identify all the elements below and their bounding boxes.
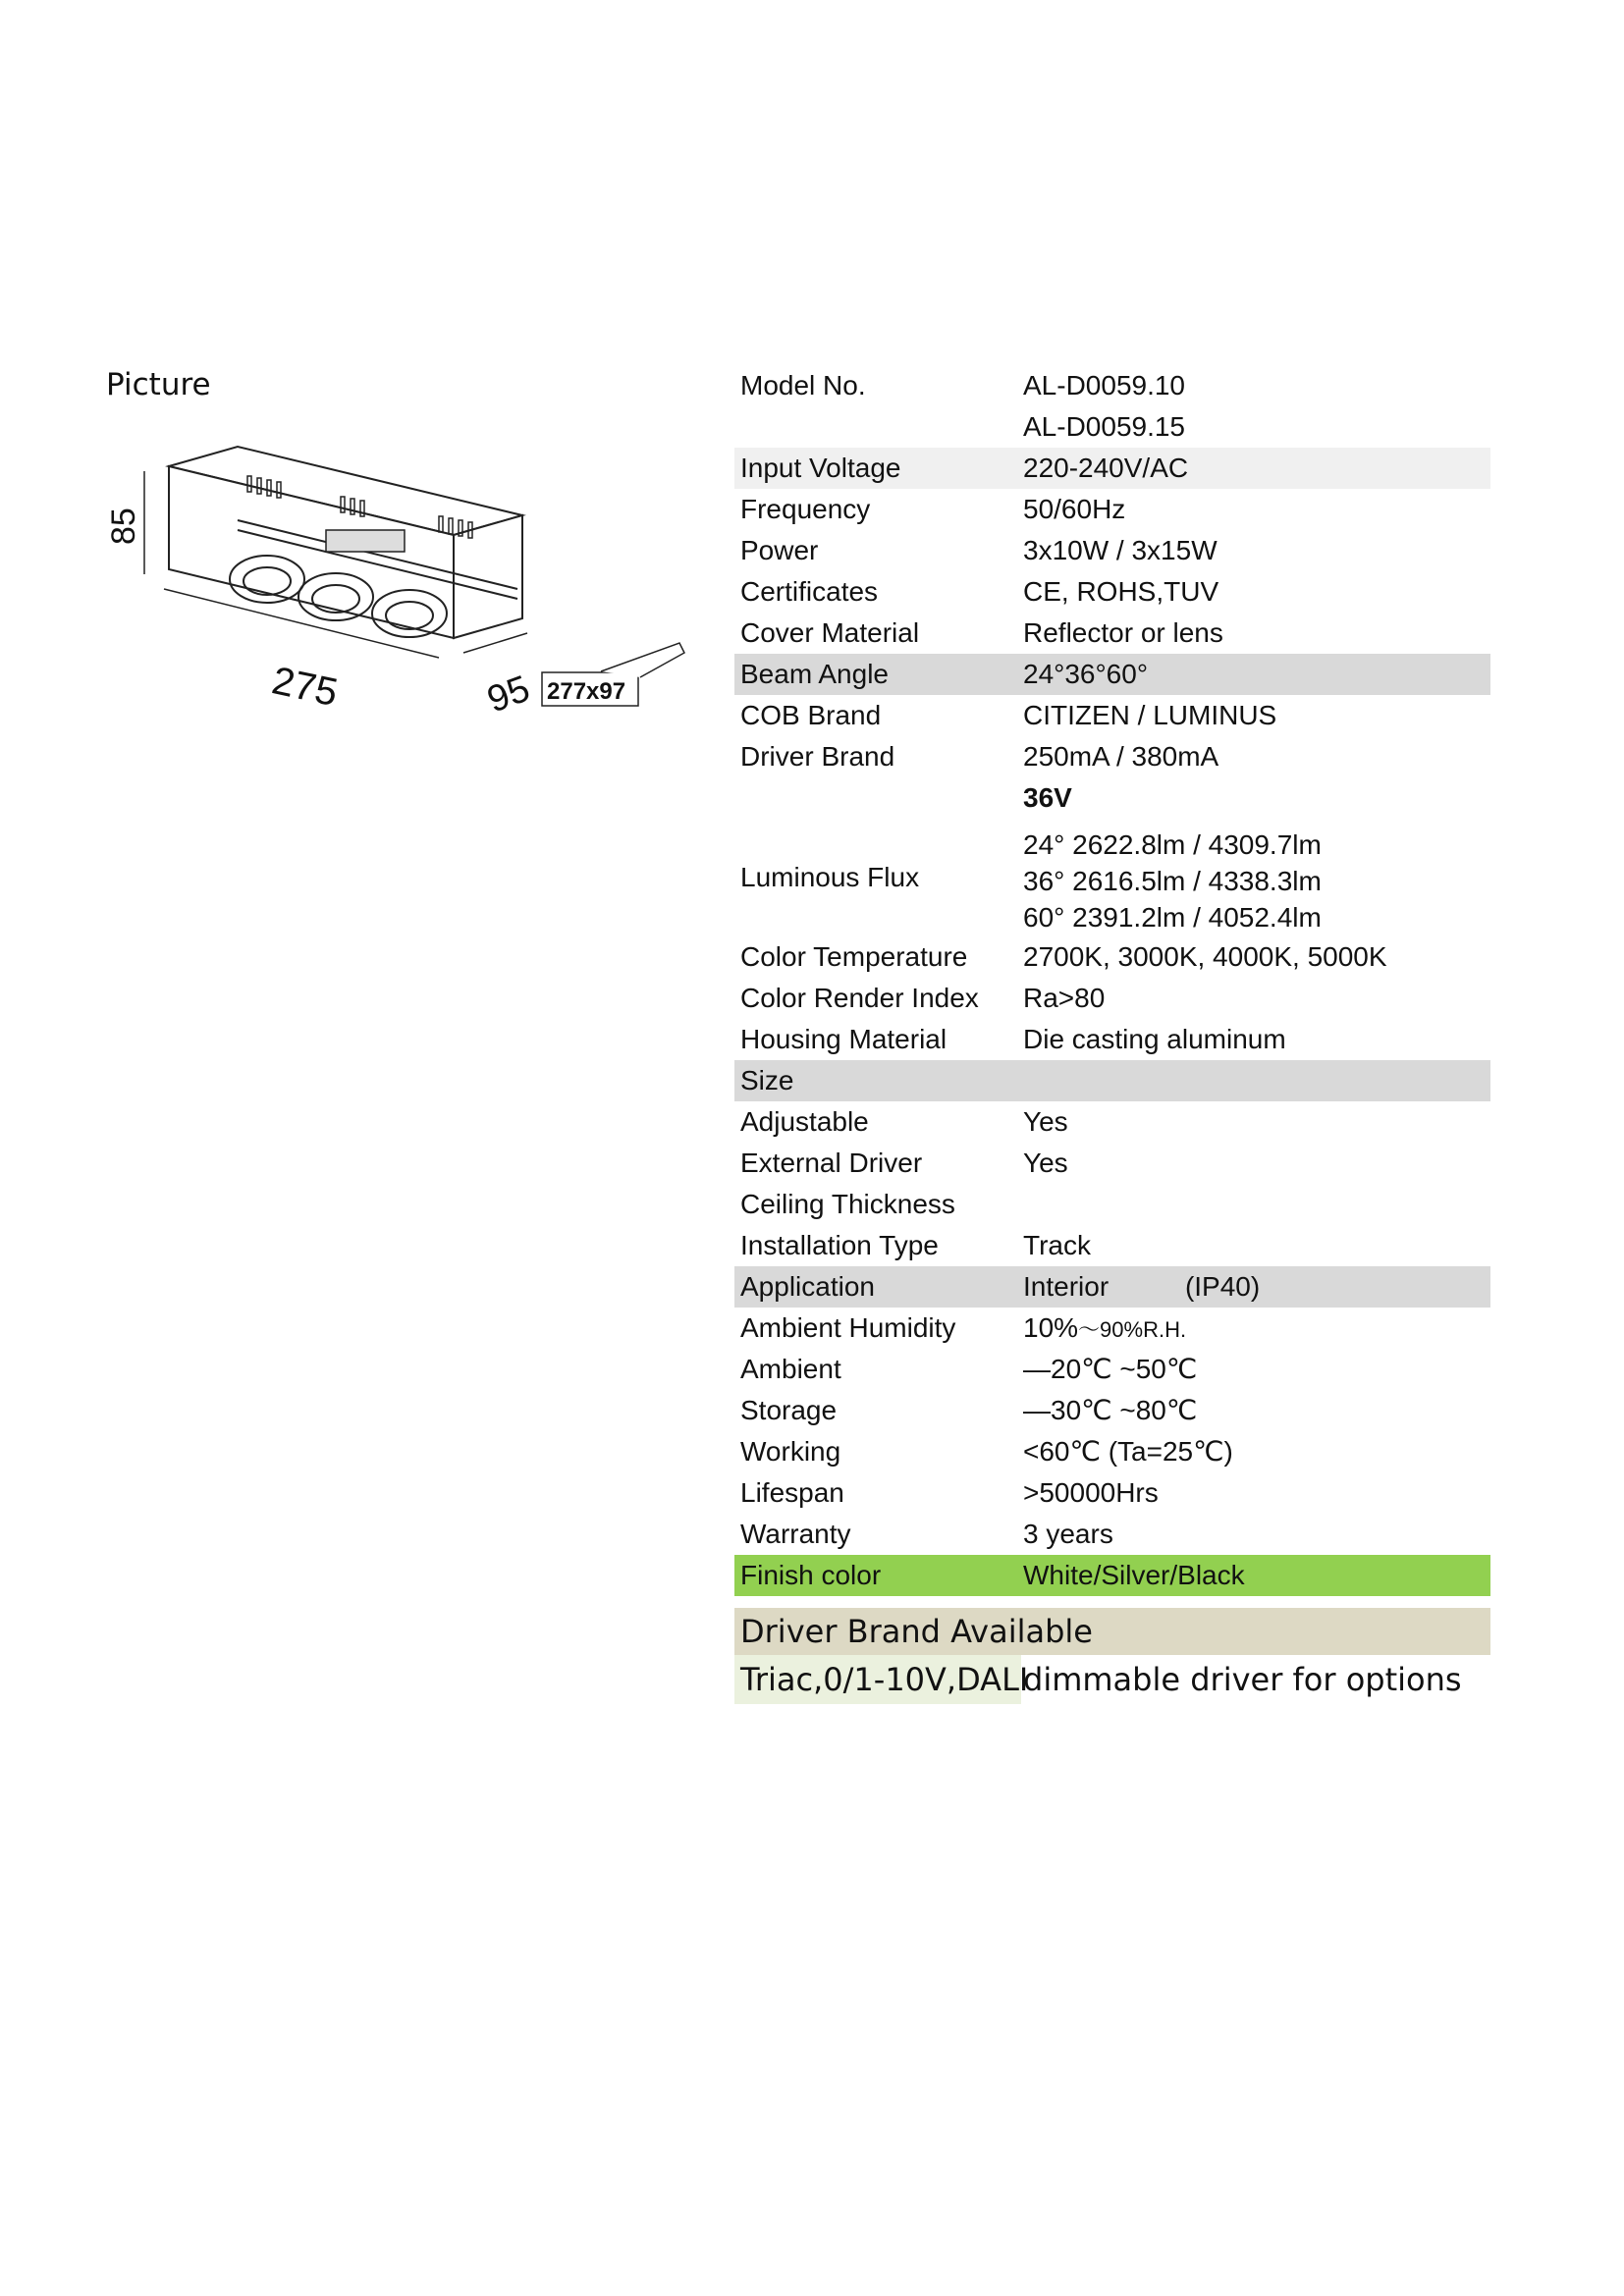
spec-row-cob-brand: COB Brand CITIZEN / LUMINUS	[740, 700, 1277, 730]
spec-row-adjustable: Adjustable Yes	[740, 1106, 1068, 1137]
spec-row-power: Power 3x10W / 3x15W	[740, 535, 1218, 565]
product-line-drawing	[90, 432, 699, 726]
spec-row-storage: Storage —30℃ ~80℃	[740, 1395, 1198, 1425]
depth-dimension-line	[463, 633, 527, 653]
spec-row-luminous-flux: Luminous Flux 24° 2622.8lm / 4309.7lm 36° 2616.5lm / 4338.3lm 60° 2391.2lm / 4052.4lm	[734, 819, 1490, 936]
spec-row-voltage: 36V	[1023, 782, 1072, 813]
spec-row-ambient: Ambient —20℃ ~50℃	[740, 1354, 1198, 1384]
housing-front-face	[169, 466, 454, 638]
spec-row-ceiling-thickness: Ceiling Thickness	[740, 1189, 955, 1219]
spec-row-installation-type: Installation Type Track	[740, 1230, 1091, 1260]
height-label: 85	[105, 507, 142, 545]
spec-row-external-driver: External Driver Yes	[740, 1148, 1068, 1178]
dimming-note: dimmable driver for options	[1023, 1661, 1462, 1698]
spec-row-finish-color: Finish color White/Silver/Black	[734, 1555, 1490, 1596]
spec-row-working: Working <60℃ (Ta=25℃)	[740, 1436, 1233, 1467]
spec-row-driver-brand: Driver Brand 250mA / 380mA	[740, 741, 1219, 772]
spec-row-lifespan: Lifespan >50000Hrs	[740, 1477, 1159, 1508]
spec-row-housing-material: Housing Material Die casting aluminum	[740, 1024, 1286, 1054]
saw-icon	[601, 643, 684, 677]
dimming-options-row	[734, 1655, 1490, 1704]
spec-row-warranty: Warranty 3 years	[740, 1519, 1113, 1549]
cutout-label: 277x97	[547, 678, 626, 705]
spec-table	[734, 365, 1490, 1596]
spec-row-model-2: AL-D0059.15	[1023, 411, 1186, 442]
spec-row-application: Application Interior (IP40)	[734, 1266, 1490, 1308]
flux-values: 24° 2622.8lm / 4309.7lm 36° 2616.5lm / 4338.3lm 60° 2391.2lm / 4052.4lm	[1023, 829, 1322, 933]
driver-available-banner: Driver Brand Available	[734, 1608, 1490, 1655]
spec-row-ambient-humidity: Ambient Humidity 10%～90%R.H.	[740, 1312, 1187, 1343]
length-label: 275	[268, 659, 342, 716]
spec-row-frequency: Frequency 50/60Hz	[740, 494, 1126, 524]
picture-label: Picture	[106, 367, 211, 402]
spec-row-cri: Color Render Index Ra>80	[740, 983, 1106, 1013]
spec-row-beam-angle: Beam Angle 24°36°60°	[734, 654, 1490, 695]
spec-row-size: Size	[734, 1060, 1490, 1101]
spec-row-certificates: Certificates CE, ROHS,TUV	[740, 576, 1219, 607]
spec-row-cover-material: Cover Material Reflector or lens	[740, 617, 1223, 648]
spec-row-input-voltage: Input Voltage 220-240V/AC	[734, 448, 1490, 489]
spec-row-color-temperature: Color Temperature 2700K, 3000K, 4000K, 5000K	[740, 941, 1387, 972]
terminal-block	[326, 530, 405, 552]
spec-row-model: Model No. AL-D0059.10	[740, 370, 1186, 400]
depth-label: 95	[482, 667, 536, 721]
dimming-protocols: Triac,0/1-10V,DALI	[734, 1655, 1021, 1704]
